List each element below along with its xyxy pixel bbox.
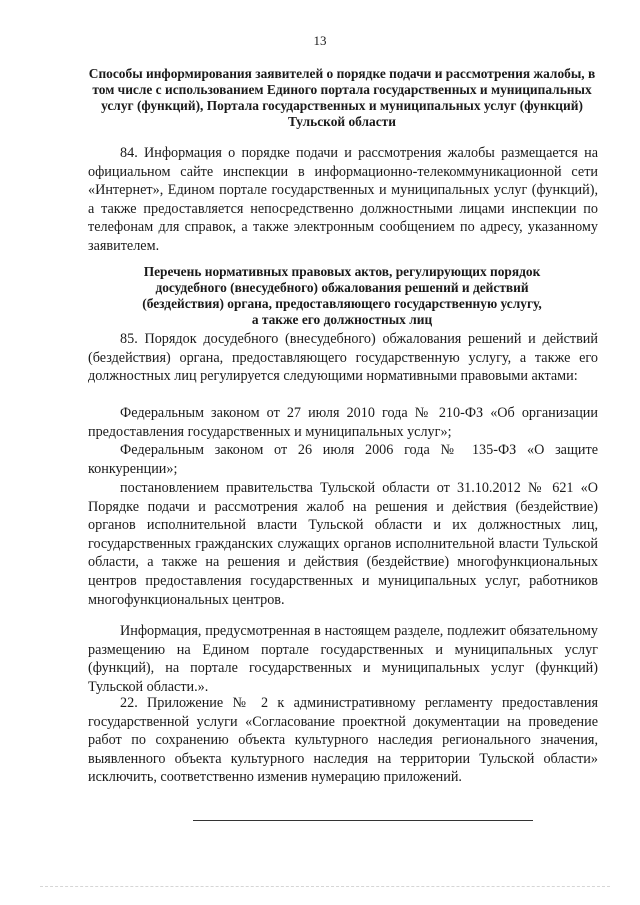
page-number: 13 <box>313 33 327 48</box>
paragraph-information-placement: Информация, предусмотренная в настоящем разделе, подлежит обязательному размещению на Едином портале государственных и муниципальных услуг (функций), на портале государственных и муниципальных услуг (функций) Тульской области.». <box>88 623 598 695</box>
legal-act-federal-law-210: Федеральным законом от 27 июля 2010 года № 210-ФЗ «Об организации предоставления государственных и муниципальных услуг»; <box>88 405 598 440</box>
closing-rule-line <box>193 820 533 821</box>
heading-line: Перечень нормативных правовых актов, регулирующих порядок <box>143 264 541 279</box>
section-heading-complaint-info: Способы информирования заявителей о порядке подачи и рассмотрения жалобы, в том числе с использованием Единого портала государственных и муниципальных услуг (функций), Портала государственных и муниципальных услуг (функций) Тульской области <box>88 66 596 129</box>
scan-artifact-line <box>40 886 610 890</box>
legal-act-regional-decree-621: постановлением правительства Тульской области от 31.10.2012 № 621 «О Порядке подачи и рассмотрения жалоб на решения и действия (бездействие) органов исполнительной власти Тульской области и их должностных лиц, государственных гражданских служащих органов исполнительной власти Тульской области, а также на решения и действия (бездействие) многофункциональных центров предоставления государственных и муниципальных услуг, работников многофункциональных центров. <box>88 480 598 608</box>
section-heading-legal-acts <box>88 264 596 328</box>
heading-line: (бездействия) органа, предоставляющего государственную услугу, <box>142 296 542 311</box>
heading-line: досудебного (внесудебного) обжалования решений и действий <box>155 280 529 295</box>
paragraph-85: 85. Порядок досудебного (внесудебного) обжалования решений и действий (бездействия) органа, предоставляющего государственную услугу, а также его должностных лиц регулируется следующими нормативными правовыми актами: <box>88 331 598 385</box>
legal-act-federal-law-135: Федеральным законом от 26 июля 2006 года № 135-ФЗ «О защите конкуренции»; <box>88 442 598 477</box>
paragraph-22: 22. Приложение № 2 к административному регламенту предоставления государственной услуги «Согласование проектной документации на проведение работ по сохранению объекта культурного наследия регионального значения, выявленного объекта культурного наследия на территории Тульской области» исключить, соответственно изменив нумерацию приложений. <box>88 695 598 786</box>
heading-line: а также его должностных лиц <box>251 312 433 327</box>
paragraph-84: 84. Информация о порядке подачи и рассмотрения жалобы размещается на официальном сайте инспекции в информационно-телекоммуникационной сети «Интернет», Едином портале государственных и муниципальных услуг (функций), а также предоставляется непосредственно должностными лицами инспекции по телефонам для справок, а также электронным сообщением по адресу, указанному заявителем. <box>88 145 598 254</box>
